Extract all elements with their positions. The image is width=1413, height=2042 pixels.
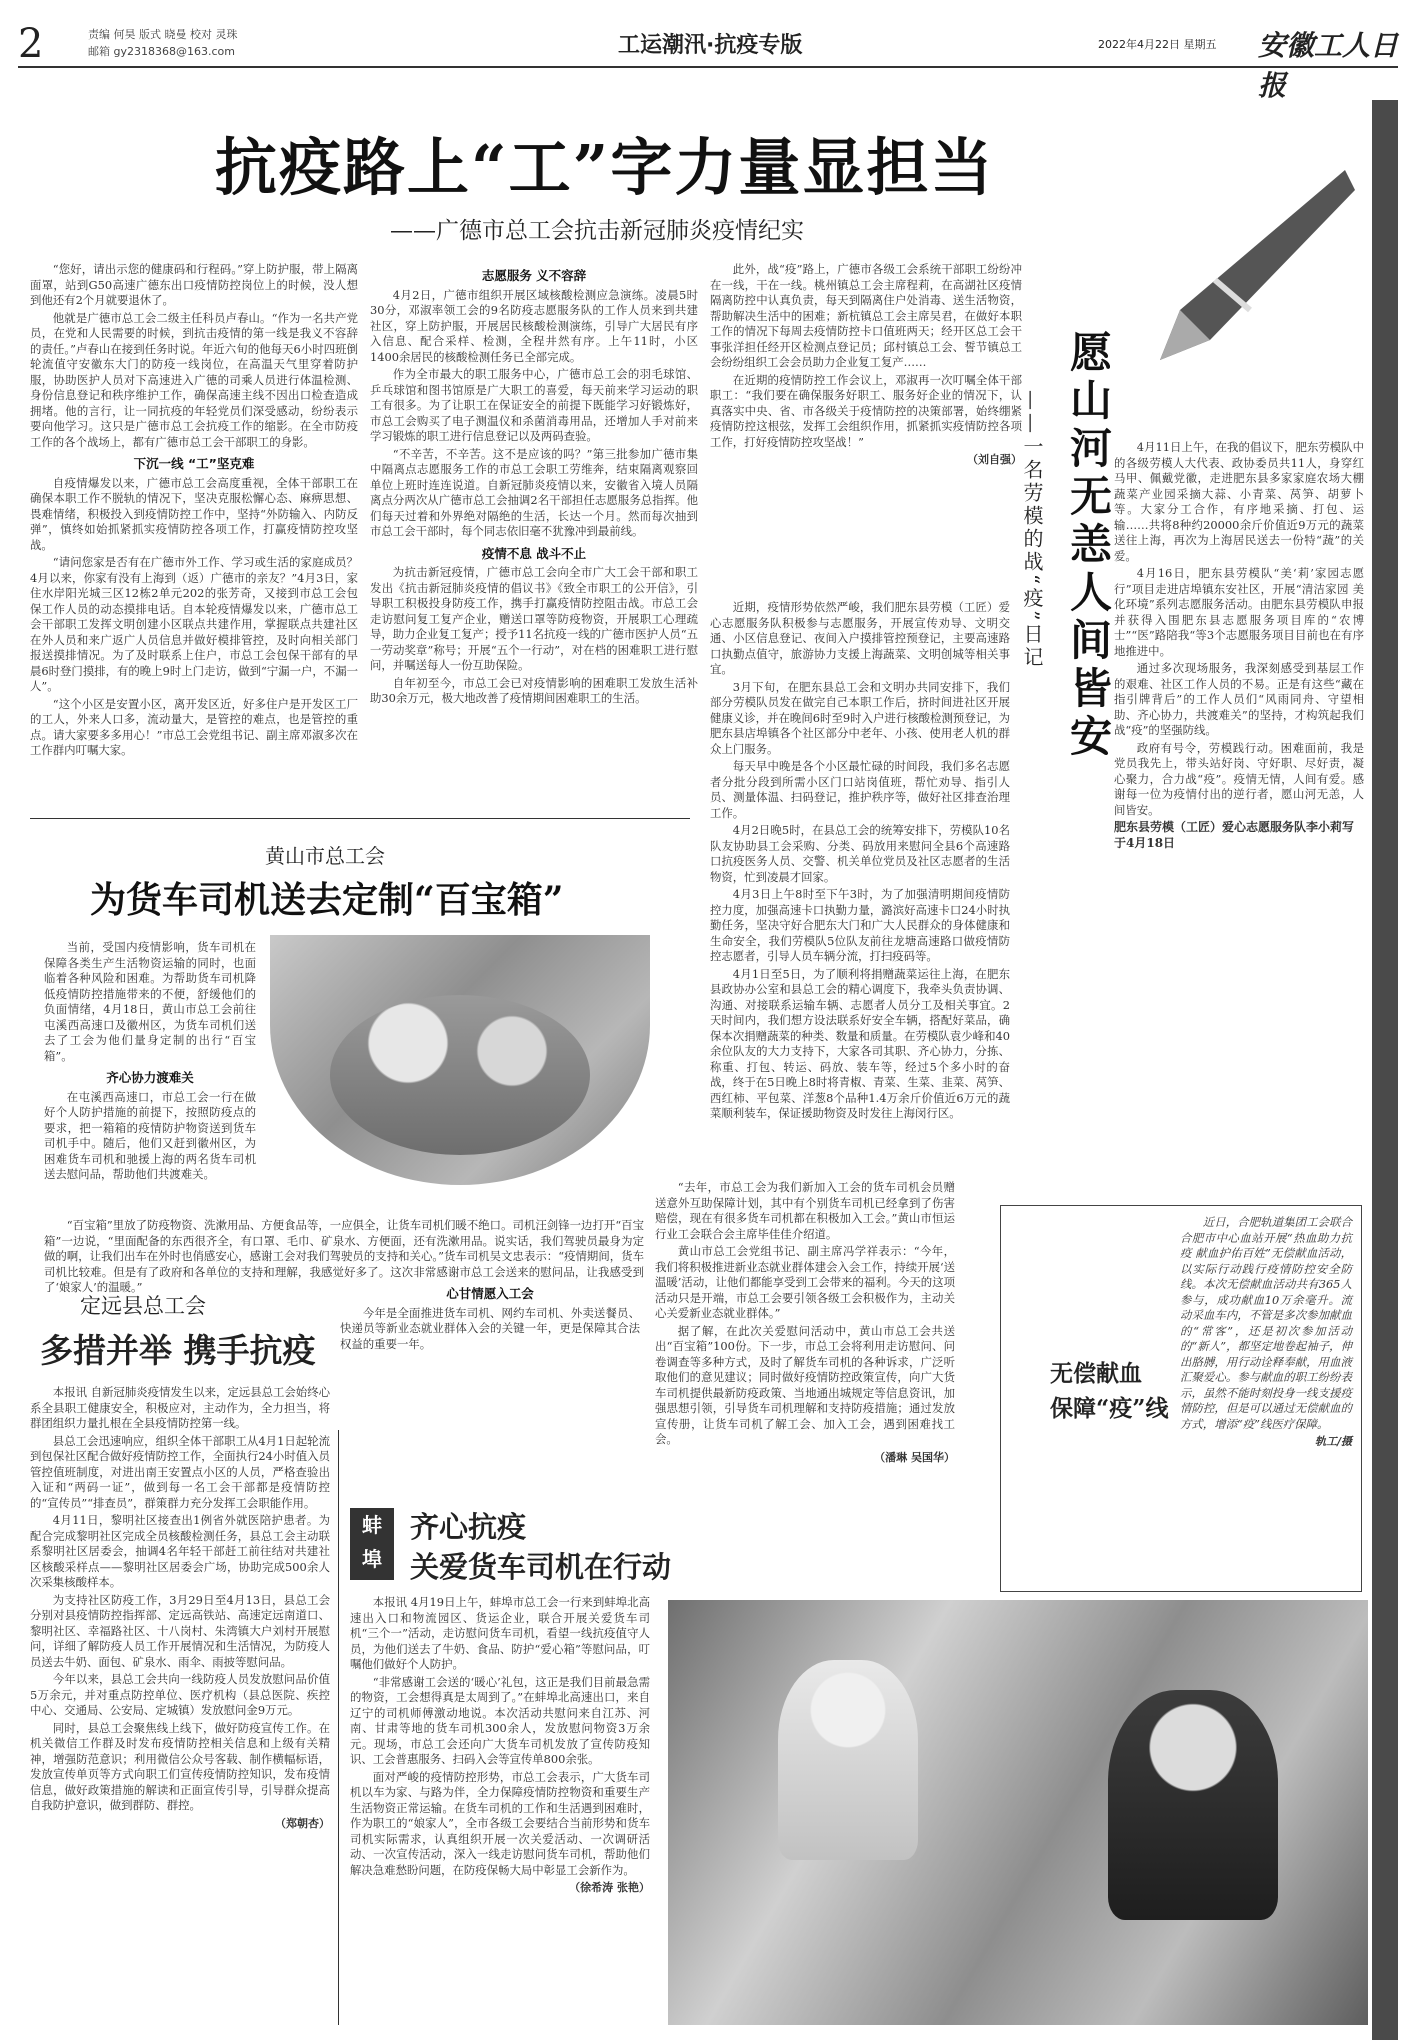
lead-paragraph: “不辛苦，不辛苦。这不是应该的吗？”第三批参加广德市集中隔离点志愿服务工作的市总工会职工劳维奔，结束隔离观察回单位上班时连连说道。自新冠肺炎疫情以来，安徽省入境人员隔离点分两次从广德市总工会抽调2名干部担任志愿服务总指挥。他们每天过着和外界绝对隔绝的生活，长达一个月。然而每次抽到市总工会干部时，每个同志依旧毫不犹豫冲到最前线。 [370, 446, 698, 538]
lead-paragraph: 他就是广德市总工会二级主任科员卢春山。“作为一名共产党员，在党和人民需要的时候，到抗击疫情的第一线是我义不容辞的责任。”卢春山在接到任务时说。年近六旬的他每天6小时四班倒轮流值守安徽东大门的防疫一线岗位，在高温天气里穿着防护服，协助医护人员对下高速进入广德的司乘人员进行体温检测、身份信息登记和秩序维护工作，确保高速主线不因出口检查造成拥堵。他的言行，让一同抗疫的年轻党员们深受感动，纷纷表示要向他学习。这只是广德市总工会抗疫工作的缩影。在全市防疫工作的各个战场上，都有广德市总工会干部职工的身影。 [30, 310, 358, 449]
lead-paragraph: 在近期的疫情防控工作会议上，邓淑再一次叮嘱全体干部职工：“我们要在确保服务好职工、服务好企业的情况下，认真落实中央、省、市各级关于疫情防控的决策部署，始终绷紧疫情防控这根弦，发挥工会组织作用，抓紧抓实疫情防控各项工作，打好疫情防控攻坚战！” [710, 372, 1022, 449]
pen-illustration [1120, 160, 1360, 380]
dingyuan-paragraph: 为支持社区防疫工作，3月29日至4月13日，县总工会分别对县疫情防控指挥部、定远高铁站、高速定远南道口、黎明社区、幸福路社区、十八岗村、朱湾镇大户刘村开展慰问，详细了解防疫人员工作开展情况和生活情况，为防疫人员送去牛奶、面包、矿泉水、雨伞、雨披等慰问品。 [30, 1592, 330, 1669]
dingyuan-byline: （郑朝杏） [275, 1816, 330, 1830]
diary-paragraph: 每天早中晚是各个小区最忙碌的时间段，我们多名志愿者分批分段到所需小区门口站岗值班，帮忙劝导、指引人员、测量体温、扫码登记，推护秩序等，做好社区排查治理工作。 [710, 759, 1010, 820]
diary-paragraph: 近期，疫情形势依然严峻，我们肥东县劳模（工匠）爱心志愿服务队积极参与志愿服务，开展宣传劝导、文明交通、小区信息登记、夜间入户摸排管控预登记，主要高速路口执勤点值守，旅游协力支援上海蔬菜、文明创城等相关事宜。 [710, 600, 1010, 676]
editor-email: 邮箱 gy2318368@163.com [88, 45, 235, 58]
pen-icon [1160, 170, 1355, 360]
editors-line: 责编 何昊 版式 晓曼 校对 灵珠 [88, 28, 238, 41]
huangshan-paragraph: “百宝箱”里放了防疫物资、洗漱用品、方便食品等，一应俱全，让货车司机们暖不绝口。司机汪剑锋一边打开“百宝箱”一边说，“里面配备的东西很齐全，有口罩、毛巾、矿泉水、方便面，还有洗漱用品。说实话，我们驾驶员最身为定做的啊，让我们出车在外时也俏感安心，感谢工会对我们驾驶员的支持和关心。”货车司机吴文忠表示：“疫情期间，货车司机比较难。但是有了政府和各单位的支持和理解，我感觉好多了。这次非常感谢市总工会送来的慰问品，让我感受到了‘娘家人’的温暖。” [44, 1218, 644, 1294]
diary-byline: 肥东县劳模（工匠）爱心志愿服务队李小莉写于4月18日 [1114, 820, 1355, 850]
dingyuan-paragraph: 县总工会迅速响应，组织全体干部职工从4月1日起轮流到包保社区配合做好疫情防控工作，全面执行24小时值入员管控值班制度，对进出南王安置点小区的人员，严格查验出入证和“两码一证”，做到每一名工会干部都是疫情防控的“宣传员”“排查员”，群策群力充分发挥工会职能作用。 [30, 1433, 330, 1510]
diary-paragraph: 通过多次现场服务，我深刻感受到基层工作的艰难、社区工作人员的不易。正是有这些“藏在指引牌背后”的工作人员们“风雨同舟、守望相助、齐心协力，共渡难关”的坚持，才构筑起我们战“疫”的坚强防线。 [1114, 661, 1364, 737]
photo-people-placeholder [330, 995, 590, 1155]
huangshan-headline: 为货车司机送去定制“百宝箱” [90, 879, 564, 921]
issue-date: 2022年4月22日 星期五 [1098, 38, 1217, 51]
decorative-strip [1372, 100, 1398, 2040]
huangshan-paragraph: 在屯溪西高速口，市总工会一行在做好个人防护措施的前提下，按照防疫点的要求，把一箱箱的疫情防护物资送到货车司机手中。随后，他们又赶到徽州区，为困难货车司机和驰援上海的两名货车司机送去慰问品，帮助他们共渡难关。 [44, 1089, 256, 1181]
huangshan-paragraph: 据了解，在此次关爱慰问活动中，黄山市总工会共送出“百宝箱”100份。下一步，市总工会将利用走访慰问、问卷调查等多种方式，及时了解货车司机的各种诉求，广泛听取他们的意见建议；同时做好疫情防控政策宣传，向广大货车司机提供最新防疫政策、当地通出城规定等信息资讯，加强思想引领，引导货车司机理解和支持防疫措施；通过发放宣传册，让货车司机了解工会、加入工会，遇到困难找工会。 [655, 1323, 955, 1446]
diary-paragraph: 4月2日晚5时，在县总工会的统筹安排下，劳模队10名队友协助县工会采购、分类、码放用来慰问全县6个高速路口抗疫医务人员、交警、机关单位党员及社区志愿者的生活物资，忙到凌晨才回家。 [710, 823, 1010, 884]
lead-paragraph: 为抗击新冠疫情，广德市总工会向全市广大工会干部和职工发出《抗击新冠肺炎疫情的倡议书》《致全市职工的公开信》，引导职工积极投身防疫工作，携手打赢疫情防控阻击战。市总工会走访慰问复工复产企业，赠送口罩等防疫物资，开展职工心理疏导，助力企业复工复产；授予11名抗疫一线的广德市医护人员“五一劳动奖章”称号；开展“五个一行动”，对在档的困难职工进行慰问，并嘱送每人一份互助保险。 [370, 565, 698, 672]
lead-byline: （刘自强） [967, 453, 1022, 466]
diary-headline: 愿山河无恙人间皆安 [1064, 330, 1113, 762]
page-number: 2 [18, 21, 44, 67]
lead-subtitle: ——广德市总工会抗击新冠肺炎疫情纪实 [390, 218, 804, 244]
lead-column-2 [370, 262, 698, 810]
diary-paragraph: 4月11日上午，在我的倡议下，肥东劳模队中的各级劳模人大代表、政协委员共11人，身穿红马甲、佩戴党徽，走进肥东县多家家庭农场大棚蔬菜产业园采摘大蒜、小青菜、莴笋、胡萝卜等。大家分工合作，有序地采摘、打包、运输……共将8种约20000余斤价值近9万元的蔬菜送往上海，再次为上海居民送去一份特“蔬”的关爱。 [1114, 440, 1364, 563]
huangshan-column-1 [44, 940, 256, 1218]
huangshan-subheading: 心甘情愿入工会 [446, 1286, 534, 1301]
newspaper-brand: 安徽工人日报 [1258, 29, 1399, 102]
diary-paragraph: 4月1日至5日，为了顺利将捐赠蔬菜运往上海，在肥东县政协办公室和县总工会的精心调度下，我牵头负责协调、沟通、对接联系运输车辆、志愿者人员分工及相关事宜。2天时间内，我们想方设法联系好安全车辆，搭配好菜品，确保本次捐赠蔬菜的种类、数量和质量。在劳模队袁少峰和40余位队友的大力支持下，大家各司其职、齐心协力，分拣、称重、打包、转运、码放、装车等，经过5个多小时的奋战，终于在5日晚上8时将青椒、青菜、生菜、韭菜、莴笋、西红柿、平包菜、洋葱8个品种1.4万余斤价值近6万元的蔬菜顺利装车，保证援助物资及时发往上海闵行区。 [710, 966, 1010, 1120]
lead-paragraph: “这个小区是安置小区，离开发区近，好多住户是开发区工厂的工人，外来人口多，流动量大，是管控的难点，也是管控的重点。请大家要多多用心！”市总工会党组书记、副主席邓淑多次在工作群内叮嘱大家。 [30, 696, 358, 757]
lead-subheading: 志愿服务 义不容辞 [481, 268, 587, 283]
bengbu-paragraph: 面对严峻的疫情防控形势，市总工会表示，广大货车司机以车为家、与路为伴，全力保障疫情防控物资和重要生产生活物资正常运输。在货车司机的工作和生活遇到困难时，作为职工的“娘家人”，全市各级工会要结合当前形势和货车司机实际需求，认真组织开展一次关爱活动、一次调研活动、一次宣传活动，深入一线走访慰问货车司机，帮助他们解决急难愁盼问题，在防疫保畅大局中彰显工会新作为。 [350, 1769, 650, 1877]
diary-column-2 [1114, 440, 1364, 1200]
lead-paragraph: 此外，战“疫”路上，广德市各级工会系统干部职工纷纷冲在一线，干在一线。桃州镇总工会主席程莉，在高湖社区疫情隔离防控中认真负责，每天到隔离住户处消毒、送生活物资，帮助解决生活中的困难；新杭镇总工会主席吴君，在做好本职工作的情况下每周去疫情防控卡口值班两天；经开区总工会干事张洋担任经开区检测点登记员；邱村镇总工会、誓节镇总工会纷纷组织工会会员助力企业复工复产…… [710, 262, 1022, 369]
huangshan-byline: （潘琳 吴国华） [874, 1450, 955, 1464]
blood-text [1180, 1215, 1352, 1580]
section-title: 工运潮汛·抗疫专版 [618, 33, 803, 58]
bengbu-headline-1: 齐心抗疫 [410, 1510, 527, 1544]
huangshan-subheading: 齐心协力渡难关 [106, 1070, 194, 1085]
dingyuan-column [30, 1385, 330, 2025]
lead-paragraph: 作为全市最大的职工服务中心，广德市总工会的羽毛球馆、乒乓球馆和图书馆原是广大职工的喜爱，每天前来学习运动的职工有很多。为了让职工在保证安全的前提下既能学习好锻炼好，市总工会购买了电子测温仪和杀菌消毒用品，还增加人手对前来学习锻炼的职工进行信息登记以及两码查验。 [370, 367, 698, 443]
bengbu-byline: （徐希涛 张艳） [569, 1881, 650, 1894]
bengbu-paragraph: 本报讯 4月19日上午，蚌埠市总工会一行来到蚌埠北高速出入口和物流园区、货运企业，联合开展关爱货车司机“三个一”活动，走访慰问货车司机，看望一线抗疫值守人员，为他们送去了牛奶、食品、防护“爱心箱”等慰问品，叮嘱他们做好个人防护。 [350, 1595, 650, 1671]
masthead [18, 21, 1399, 102]
lead-column-1 [30, 262, 358, 810]
bengbu-city-tag [350, 1508, 394, 1580]
dingyuan-paragraph: 4月11日，黎明社区接查出1例省外就医陪护患者。为配合完成黎明社区完成全员核酸检测任务，县总工会主动联系黎明社区居委会，抽调4名年轻干部赶工前往结对共建社区核酸采样点——黎明社区居委会广场，协助完成500余人次采集核酸样本。 [30, 1513, 330, 1589]
diary-paragraph: 政府有号令，劳模践行动。困难面前，我是党员我先上，带头站好岗、守好职、尽好责，凝心聚力，合力战“疫”。疫情无情，人间有爱。感谢每一位为疫情付出的逆行者，愿山河无恙，人间皆安。 [1114, 740, 1364, 817]
lead-column-3 [710, 262, 1022, 592]
huangshan-kicker: 黄山市总工会 [265, 844, 385, 868]
lead-headline: 抗疫路上“工”字力量显担当 [215, 131, 995, 204]
blood-donation-photo [668, 1600, 1368, 2025]
diary-subtitle: ——一名劳模的战“疫”日记 [1020, 390, 1044, 670]
lead-subheading: 下沉一线 “工”坚克难 [133, 456, 255, 471]
huangshan-paragraph: 今年是全面推进货车司机、网约车司机、外卖送餐员、快递员等新业态就业群体入会的关键一年，更是保障其合法权益的重要一年。 [340, 1305, 640, 1351]
diary-paragraph: 4月3日上午8时至下午3时，为了加强清明期间疫情防控力度，加强高速卡口执勤力量，潞滨好高速卡口24小时执勤任务，坚决守好合肥东大门和广大人民群众的身体健康和生命安全，我们劳模队5位队友前往龙塘高速路口做疫情防控志愿者，引导人员车辆分流，打扫疫码等。 [710, 887, 1010, 963]
dingyuan-headline: 多措并举 携手抗疫 [40, 1331, 316, 1370]
huangshan-paragraph: 当前，受国内疫情影响，货车司机在保障各类生产生活物资运输的同时，也面临着各种风险和困难。为帮助货车司机降低疫情防控措施带来的不便，舒缓他们的负面情绪，4月18日，黄山市总工会前往屯溪西高速口及徽州区，为货车司机们送去了工会为他们量身定制的出行“百宝箱”。 [44, 940, 256, 1063]
divider [338, 1430, 339, 2025]
dingyuan-paragraph: 本报讯 自新冠肺炎疫情发生以来，定远县总工会始终心系全县职工健康安全，积极应对，主动作为，全力担当，将群团组织力量扎根在全县疫情防控第一线。 [30, 1385, 330, 1430]
photo-nurse-placeholder [778, 1660, 918, 1860]
divider [30, 818, 690, 819]
diary-column-1 [710, 600, 1010, 1240]
blood-headline-1: 无偿献血 [1050, 1360, 1142, 1387]
huangshan-column-3 [340, 1280, 640, 1420]
bengbu-city: 蚌埠 [362, 1513, 382, 1571]
blood-paragraph: 近日，合肥轨道集团工会联合合肥市中心血站开展“热血助力抗疫 献血护佑百姓”无偿献血活动，以实际行动践行疫情防控安全防线。本次无偿献血活动共有365人参与，成功献血10万余毫升。流动采血车内，不管是多次参加献血的“常客”，还是初次参加活动的“新人”，都坚定地卷起袖子，伸出胳膊，用行动诠释奉献，用血液汇聚爱心。参与献血的职工纷纷表示，虽然不能时刻投身一线支援疫情防控，但是可以通过无偿献血的方式，增添“疫”线医疗保障。 [1180, 1215, 1352, 1431]
huangshan-column-4 [655, 1180, 955, 1464]
truck-driver-photo [270, 935, 650, 1185]
dingyuan-paragraph: 同时，县总工会聚焦线上线下，做好防疫宣传工作。在机关微信工作群及时发布疫情防控相关信息和上级有关精神，增强防范意识；利用微信公众号客载、制作横幅标语，发放宣传单页等方式向职工们宣传疫情防控知识，发布疫情信息，做好政策措施的解读和正面宣传引导，引导群众提高自我防护意识，做到群防、群控。 [30, 1720, 330, 1812]
bengbu-headline-2: 关爱货车司机在行动 [410, 1550, 672, 1584]
dingyuan-paragraph: 今年以来，县总工会共向一线防疫人员发放慰问品价值5万余元，并对重点防控单位、医疗机构（县总医院、疾控中心、交通局、公安局、定城镇）发放慰问金9万元。 [30, 1672, 330, 1717]
lead-paragraph: 自疫情爆发以来，广德市总工会高度重视，全体干部职工在确保本职工作不脱轨的情况下，坚决克服松懈心态、麻痹思想、畏难情绪，积极投入到疫情防控工作中，坚持“外防输入、内防反弹”，慎终如始抓紧抓实疫情防控各项工作，打赢疫情防控攻坚战。 [30, 475, 358, 552]
lead-paragraph: “请问您家是否有在广德市外工作、学习或生活的家庭成员？4月以来，你家有没有上海到（返）广德市的亲友？”4月3日，家住水岸阳光城三区12栋2单元202的张芳奇，又接到市总工会包保工作人员的动态摸排电话。自本轮疫情爆发以来，广德市总工会干部职工发挥文明创建小区联点共建作用，掌握联点共建社区在外人员和来广返广人员信息并做好模排管控，及时向相关部门报送摸排情况。为了及时联系上住户，市总工会包保干部有的早晨6时登门摸排，有的晚上9时上门走访，做到“宁漏一户，不漏一人”。 [30, 555, 358, 693]
dingyuan-kicker: 定远县总工会 [80, 1294, 206, 1318]
lead-paragraph: “您好，请出示您的健康码和行程码。”穿上防护服，带上隔离面罩，站到G50高速广德东出口疫情防控岗位上的时候，没人想到他还有2个月就要退休了。 [30, 262, 358, 307]
lead-subheading: 疫情不息 战斗不止 [481, 545, 587, 561]
blood-byline: 轨工/摄 [1314, 1435, 1352, 1448]
editor-info [88, 26, 237, 60]
lead-paragraph: 4月2日，广德市组织开展区域核酸检测应急演练。凌晨5时30分，邓淑率领工会的9名防疫志愿服务队的工作人员来到共建社区，穿上防护服，开展居民核酸检测演练，引导广大居民有序入信息、配合采样、检测，全程井然有序。上午11时，小区1400余居民的核酸检测任务已全部完成。 [370, 287, 698, 364]
bengbu-paragraph: “非常感谢工会送的‘暖心’礼包，这正是我们目前最急需的物资，工会想得真是太周到了。”在蚌埠北高速出口，来自辽宁的司机师傅激动地说。本次活动共慰问来自江苏、河南、甘肃等地的货车司机300余人，发放慰问物资3万余元。现场，市总工会还向广大货车司机发放了宣传防疫知识、工会普惠服务、扫码入会等宣传单800余张。 [350, 1674, 650, 1766]
diary-paragraph: 4月16日，肥东县劳模队“美‘莉’家园志愿行”项目走进店埠镇东安社区，开展“清洁家园 美化环境”系列志愿服务活动。由肥东县劳模队申报并获得入围肥东县志愿服务项目库的“农博士”“医”路陪我“等3个志愿服务项目目前也在有序地推进中。 [1114, 566, 1364, 658]
lead-paragraph: 自年初至今，市总工会已对疫情影响的困难职工发放生活补助30余万元，极大地改善了疫情期间困难职工的生活。 [370, 675, 698, 705]
diary-paragraph: 3月下旬，在肥东县总工会和文明办共同安排下，我们部分劳模队员发在做完自己本职工作后，挤时间进社区开展健康义诊，并在晚间6时至9时入户进行核酸检测预登记，为肥东县店埠镇各个社区部分中老年、小孩、使用老人机的群众上门服务。 [710, 679, 1010, 756]
photo-donor-placeholder [1108, 1690, 1278, 1920]
huangshan-paragraph: “去年，市总工会为我们新加入工会的货车司机会员赠送意外互助保障计划，其中有个别货车司机已经拿到了伤害赔偿，现在有很多货车司机都在积极加入工会。”黄山市恒运行业工会联合会主席毕佳佳介绍道。 [655, 1180, 955, 1241]
huangshan-paragraph: 黄山市总工会党组书记、副主席冯学祥表示：“今年，我们将积极推进新业态就业群体建会入会工作，持续开展‘送温暖’活动，让他们都能享受到工会带来的福利。今天的这项活动只是开端，市总工会要引领各级工会积极作为，主动关心关爱新业态就业群体。” [655, 1244, 955, 1320]
blood-headline-2: 保障“疫”线 [1050, 1395, 1169, 1422]
bengbu-column [350, 1595, 650, 2025]
